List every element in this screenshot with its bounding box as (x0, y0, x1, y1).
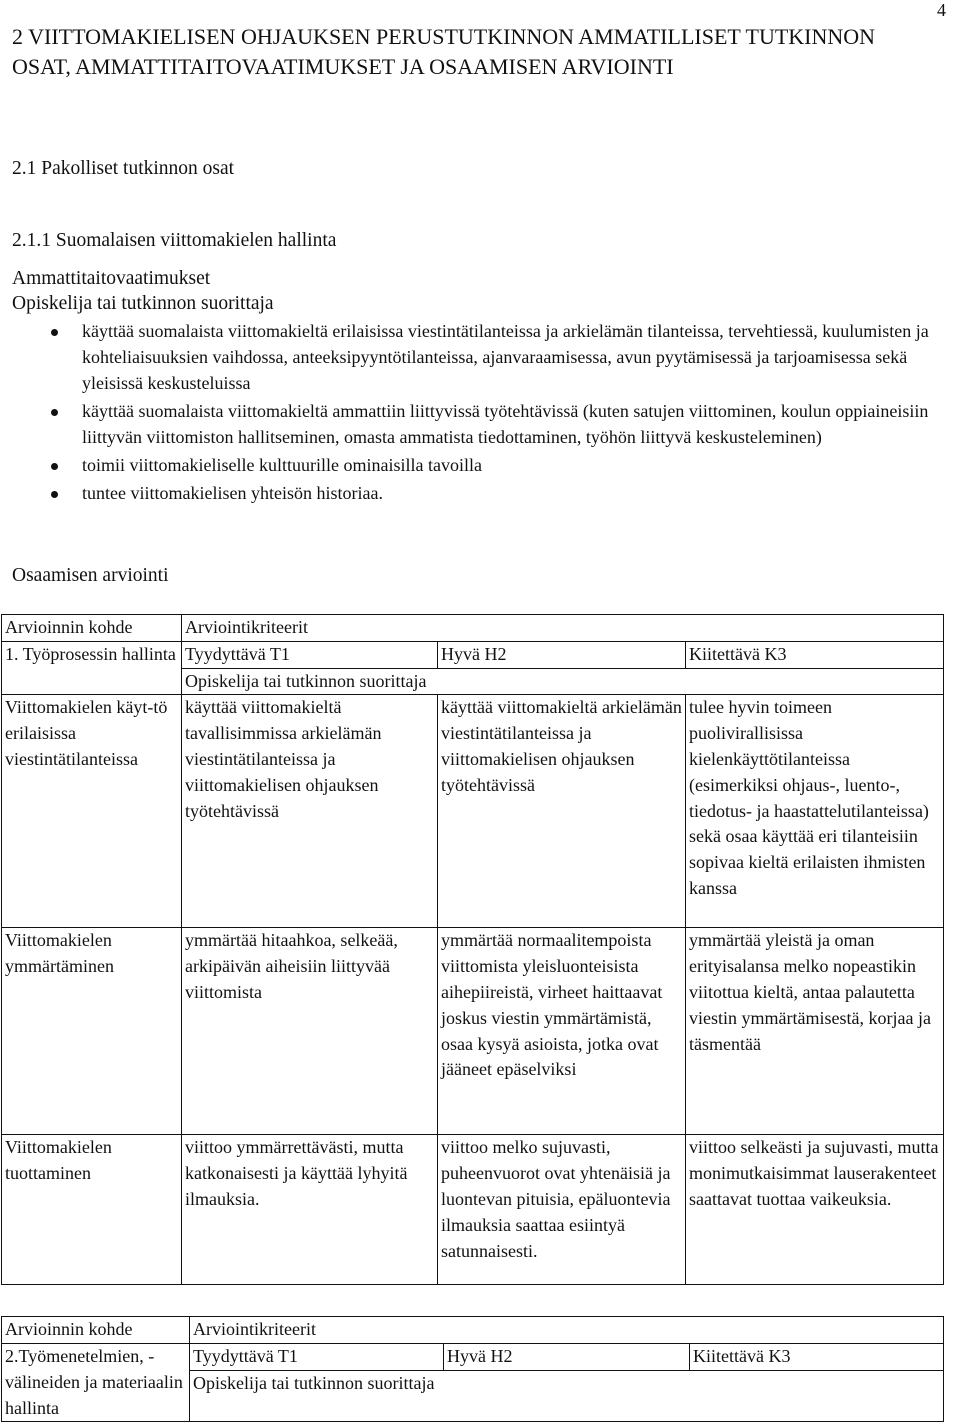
assessment-title: Osaamisen arviointi (12, 565, 169, 586)
requirements-list (0, 318, 960, 508)
target-name: 1. Työprosessin hallinta (2, 641, 182, 695)
level-h2: Hyvä H2 (444, 1344, 690, 1371)
row-k3: tulee hyvin toimeen puolivirallisissa kielenkäyttötilanteissa (esimerkiksi ohjaus-, luento-, tiedotus- ja haastattelutilanteissa) sekä osaa käyttää eri tilanteisiin sopivaa kieltä erilaisten ihmisten kanssa (686, 695, 944, 928)
row-t1: käyttää viittomakieltä tavallisimmissa arkielämän viestintätilanteissa ja viittomakielisen ohjauksen työtehtävissä (182, 695, 438, 928)
bullet-icon (51, 329, 58, 336)
level-t1: Tyydyttävä T1 (190, 1344, 444, 1371)
row-t1: ymmärtää hitaahkoa, selkeää, arkipäivän aiheisiin liittyvää viittomista (182, 928, 438, 1135)
requirement-item: toimii viittomakieliselle kulttuurille ominaisilla tavoilla (0, 452, 960, 478)
col-target-header: Arvioinnin kohde (2, 1317, 190, 1344)
row-h2: käyttää viittomakieltä arkielämän viestintätilanteissa ja viittomakielisen ohjauksen työtehtävissä (438, 695, 686, 928)
level-k3: Kiitettävä K3 (690, 1344, 944, 1371)
row-target: Viittomakielen tuottaminen (2, 1135, 182, 1285)
page-number: 4 (937, 0, 946, 20)
col-target-header: Arvioinnin kohde (2, 615, 182, 642)
bullet-icon (51, 463, 58, 470)
requirement-item: käyttää suomalaista viittomakieltä ammattiin liittyvissä työtehtävissä (kuten satujen viittominen, koulun oppiaineisiin liittyvän viittomiston hallitseminen, omasta ammatista tiedottaminen, työhön liittyvä keskusteleminen) (0, 398, 960, 450)
level-h2: Hyvä H2 (438, 641, 686, 668)
col-criteria-header: Arviointikriteerit (190, 1317, 944, 1344)
row-h2: ymmärtää normaalitempoista viittomista yleisluonteisista aihepiireistä, virheet haittaavat joskus viestin ymmärtämistä, osaa kysyä asioista, jotka ovat jääneet epäselviksi (438, 928, 686, 1135)
col-criteria-header: Arviointikriteerit (182, 615, 944, 642)
requirements-intro: Opiskelija tai tutkinnon suorittaja (12, 293, 274, 314)
chapter-heading: 2 VIITTOMAKIELISEN OHJAUKSEN PERUSTUTKINNON AMMATILLISET TUTKINNON OSAT, AMMATTITAITOVAATIMUKSET JA OSAAMISEN ARVIOINTI (12, 24, 876, 79)
row-h2: viittoo melko sujuvasti, puheenvuorot ovat yhtenäisiä ja luontevan pituisia, epäluontevia ilmauksia saattaa esiintyä satunnaisesti. (438, 1135, 686, 1285)
row-k3: ymmärtää yleistä ja oman erityisalansa melko nopeastikin viitottua kieltä, antaa palautetta viestin ymmärtämisestä, korjaa ja täsmentää (686, 928, 944, 1135)
assessment-table-2 (1, 1316, 944, 1422)
subsection-heading: 2.1.1 Suomalaisen viittomakielen hallinta (12, 230, 337, 251)
row-target: Viittomakielen käyt-tö erilaisissa viestintätilanteissa (2, 695, 182, 928)
section-heading: 2.1 Pakolliset tutkinnon osat (12, 158, 235, 179)
requirement-item: käyttää suomalaista viittomakieltä erilaisissa viestintätilanteissa ja arkielämän tilanteissa, tervehtiessä, kuulumisten ja kohteliaisuuksien vaihdossa, anteeksipyyntötilanteissa, ajanvaraamisessa, avun pyytämisessä ja tarjoamisessa sekä yleisissä keskusteluissa (0, 318, 960, 396)
subject-row: Opiskelija tai tutkinnon suorittaja (182, 668, 944, 695)
target-name: 2.Työmenetelmien, -välineiden ja materiaalin hallinta (2, 1344, 190, 1422)
bullet-icon (51, 409, 58, 416)
subject-row: Opiskelija tai tutkinnon suorittaja (190, 1371, 944, 1422)
requirement-item: tuntee viittomakielisen yhteisön historiaa. (0, 480, 960, 506)
level-k3: Kiitettävä K3 (686, 641, 944, 668)
assessment-table-1 (1, 614, 944, 1285)
bullet-icon (51, 491, 58, 498)
row-k3: viittoo selkeästi ja sujuvasti, mutta monimutkaisimmat lauserakenteet saattavat tuottaa vaikeuksia. (686, 1135, 944, 1285)
row-t1: viittoo ymmärrettävästi, mutta katkonaisesti ja käyttää lyhyitä ilmauksia. (182, 1135, 438, 1285)
level-t1: Tyydyttävä T1 (182, 641, 438, 668)
requirements-title: Ammattitaitovaatimukset (12, 268, 211, 289)
row-target: Viittomakielen ymmärtäminen (2, 928, 182, 1135)
